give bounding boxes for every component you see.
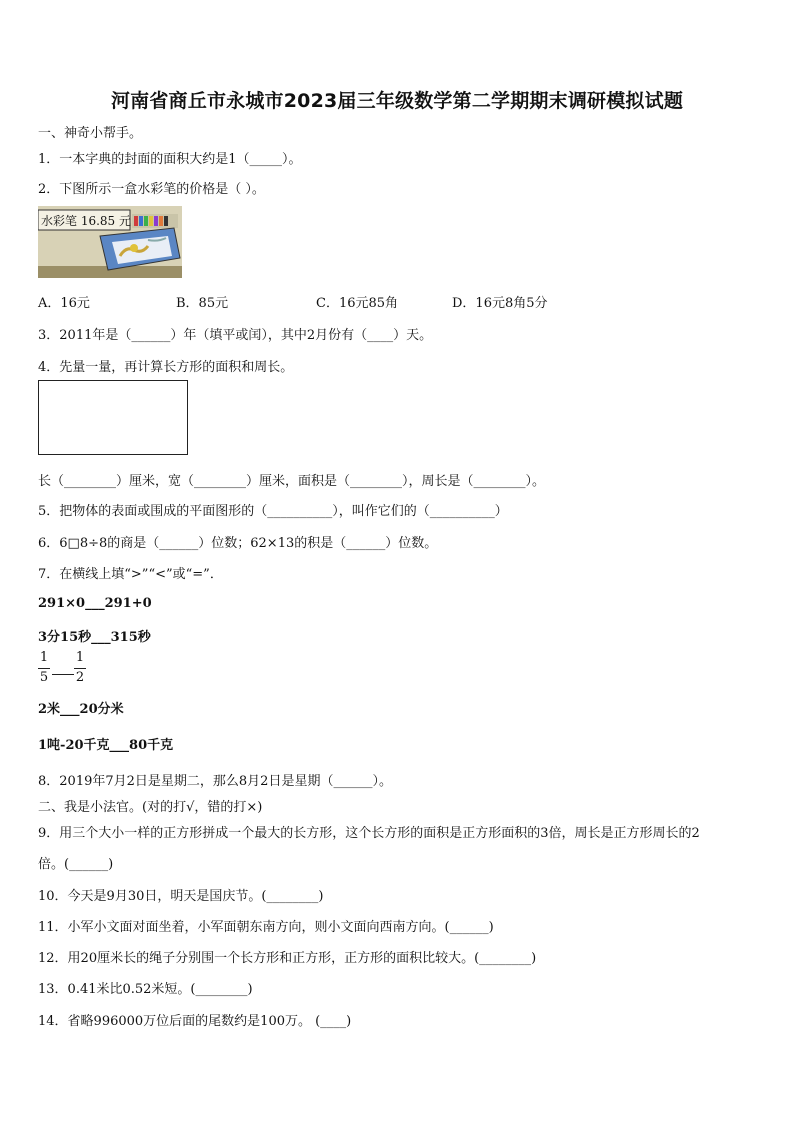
question-14: 14．省略996000万位后面的尾数约是100万。 (____) xyxy=(38,1014,352,1029)
fraction-left-denominator: 5 xyxy=(39,670,49,685)
q2-option-a: A．16元 xyxy=(38,296,90,311)
question-8: 8．2019年7月2日是星期二，那么8月2日是星期（______）。 xyxy=(38,774,392,789)
question-7: 7．在横线上填“>”“<”或“=”． xyxy=(38,567,223,582)
q7-item-c: 2米___20分米 xyxy=(38,702,124,717)
page-title: 河南省商丘市永城市2023届三年级数学第二学期期末调研模拟试题 xyxy=(110,90,684,112)
q7-item-a: 291×0___291+0 xyxy=(38,596,152,611)
question-11: 11．小军小文面对面坐着，小军面朝东南方向，则小文面向西南方向。(______) xyxy=(38,920,494,935)
q2-option-d: D．16元8角5分 xyxy=(452,296,548,311)
fraction-left-bar xyxy=(38,668,50,669)
question-5: 5．把物体的表面或围成的平面图形的（__________），叫作它们的（__________） xyxy=(38,504,508,519)
question-10: 10．今天是9月30日，明天是国庆节。(________) xyxy=(38,889,324,904)
fraction-left-numerator: 1 xyxy=(39,650,49,665)
section-2-heading: 二、我是小法官。(对的打√，错的打×) xyxy=(38,800,263,815)
fraction-right-denominator: 2 xyxy=(75,670,85,685)
question-3: 3．2011年是（______）年（填平或闰），其中2月份有（____）天。 xyxy=(38,328,433,343)
q2-option-c: C．16元85角 xyxy=(316,296,399,311)
q7-fraction-comparison xyxy=(38,650,98,690)
question-9-line-1: 9．用三个大小一样的正方形拼成一个最大的长方形，这个长方形的面积是正方形面积的3倍，周长是正方形周长的2 xyxy=(38,826,700,841)
question-9-line-2: 倍。(______) xyxy=(38,857,114,872)
fraction-right-numerator: 1 xyxy=(75,650,85,665)
watercolor-pen-image xyxy=(38,206,182,278)
q7-item-d: 1吨-20千克___80千克 xyxy=(38,738,174,753)
q7-item-b: 3分15秒___315秒 xyxy=(38,630,151,645)
section-1-heading: 一、神奇小帮手。 xyxy=(38,126,143,141)
question-6: 6．6□8÷8的商是（______）位数；62×13的积是（______）位数。 xyxy=(38,536,438,551)
question-4-answer: 长（________）厘米，宽（________）厘米，面积是（________），周长是（________）。 xyxy=(38,474,546,489)
question-1: 1．一本字典的封面的面积大约是1（_____）。 xyxy=(38,152,302,167)
question-2: 2．下图所示一盒水彩笔的价格是（ ）。 xyxy=(38,182,265,197)
question-12: 12．用20厘米长的绳子分别围一个长方形和正方形，正方形的面积比较大。(________) xyxy=(38,951,537,966)
question-13: 13．0.41米比0.52米短。(________) xyxy=(38,982,253,997)
fraction-right-bar xyxy=(74,668,86,669)
rectangle-figure xyxy=(38,380,188,455)
question-4: 4．先量一量，再计算长方形的面积和周长。 xyxy=(38,360,294,375)
image-price-label: 水彩笔 16.85 元 xyxy=(41,214,131,228)
fraction-answer-blank xyxy=(52,674,74,675)
q2-option-b: B．85元 xyxy=(176,296,229,311)
